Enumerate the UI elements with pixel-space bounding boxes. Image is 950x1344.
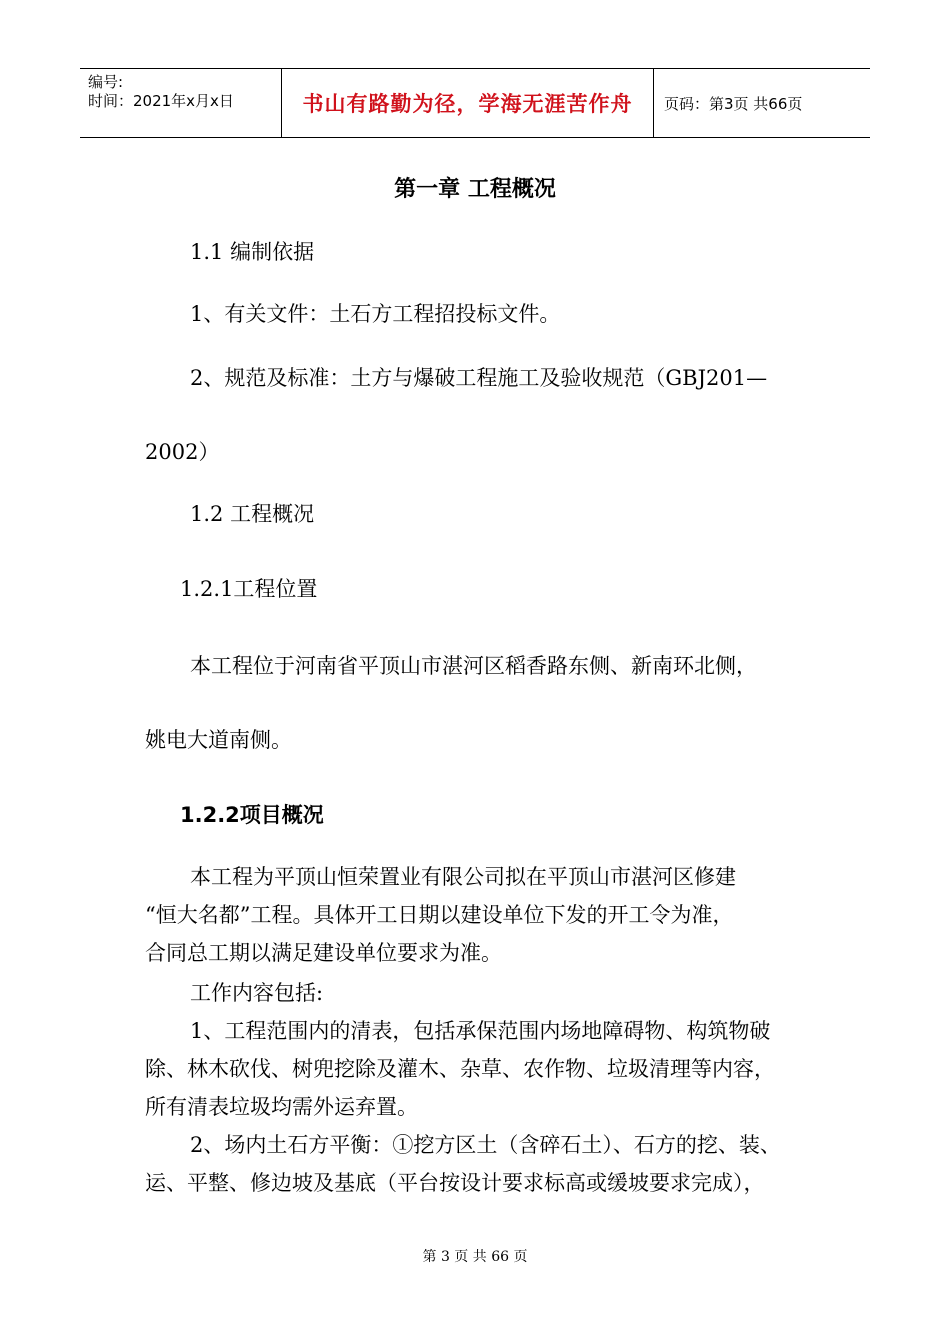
number-label: 编号: (88, 73, 124, 91)
date-label: 时间：2021年x月x日 (88, 92, 234, 110)
work-2-line-2: 运、平整、修边坡及基底（平台按设计要求标高或缓坡要求完成）， (145, 1171, 765, 1195)
paragraph-1: 1、有关文件：土石方工程招投标文件。 (190, 302, 561, 326)
project-line-1: 本工程为平顶山恒荣置业有限公司拟在平顶山市湛河区修建 (190, 865, 736, 889)
section-1-2-2: 1.2.2项目概况 (180, 803, 324, 827)
section-1-2-1: 1.2.1工程位置 (180, 577, 318, 601)
page-footer: 第 3 页 共 66 页 (422, 1249, 528, 1265)
header-page-info: 页码：第3页 共66页 (664, 94, 803, 113)
work-intro: 工作内容包括: (190, 981, 324, 1005)
location-line-1: 本工程位于河南省平顶山市湛河区稻香路东侧、新南环北侧， (190, 654, 757, 678)
header-motto: 书山有路勤为径，学海无涯苦作舟 (282, 69, 654, 137)
location-line-2: 姚电大道南侧。 (145, 728, 292, 752)
paragraph-2-line-2: 2002） (145, 440, 220, 464)
page-header (80, 68, 870, 138)
work-1-line-3: 所有清表垃圾均需外运弃置。 (145, 1095, 418, 1119)
project-line-2: “恒大名都”工程。具体开工日期以建设单位下发的开工令为准， (145, 903, 734, 927)
section-1-1: 1.1 编制依据 (190, 240, 315, 264)
chapter-title: 第一章 工程概况 (394, 177, 556, 202)
paragraph-2-line-1: 2、规范及标准：土方与爆破工程施工及验收规范（GBJ201— (190, 366, 768, 390)
project-line-3: 合同总工期以满足建设单位要求为准。 (145, 941, 502, 965)
work-1-line-2: 除、林木砍伐、树兜挖除及灌木、杂草、农作物、垃圾清理等内容， (145, 1057, 775, 1081)
header-meta (80, 69, 282, 137)
work-1-line-1: 1、工程范围内的清表，包括承保范围内场地障碍物、构筑物破 (190, 1019, 771, 1043)
section-1-2: 1.2 工程概况 (190, 502, 315, 526)
work-2-line-1: 2、场内土石方平衡：①挖方区土（含碎石土）、石方的挖、装、 (190, 1133, 781, 1157)
